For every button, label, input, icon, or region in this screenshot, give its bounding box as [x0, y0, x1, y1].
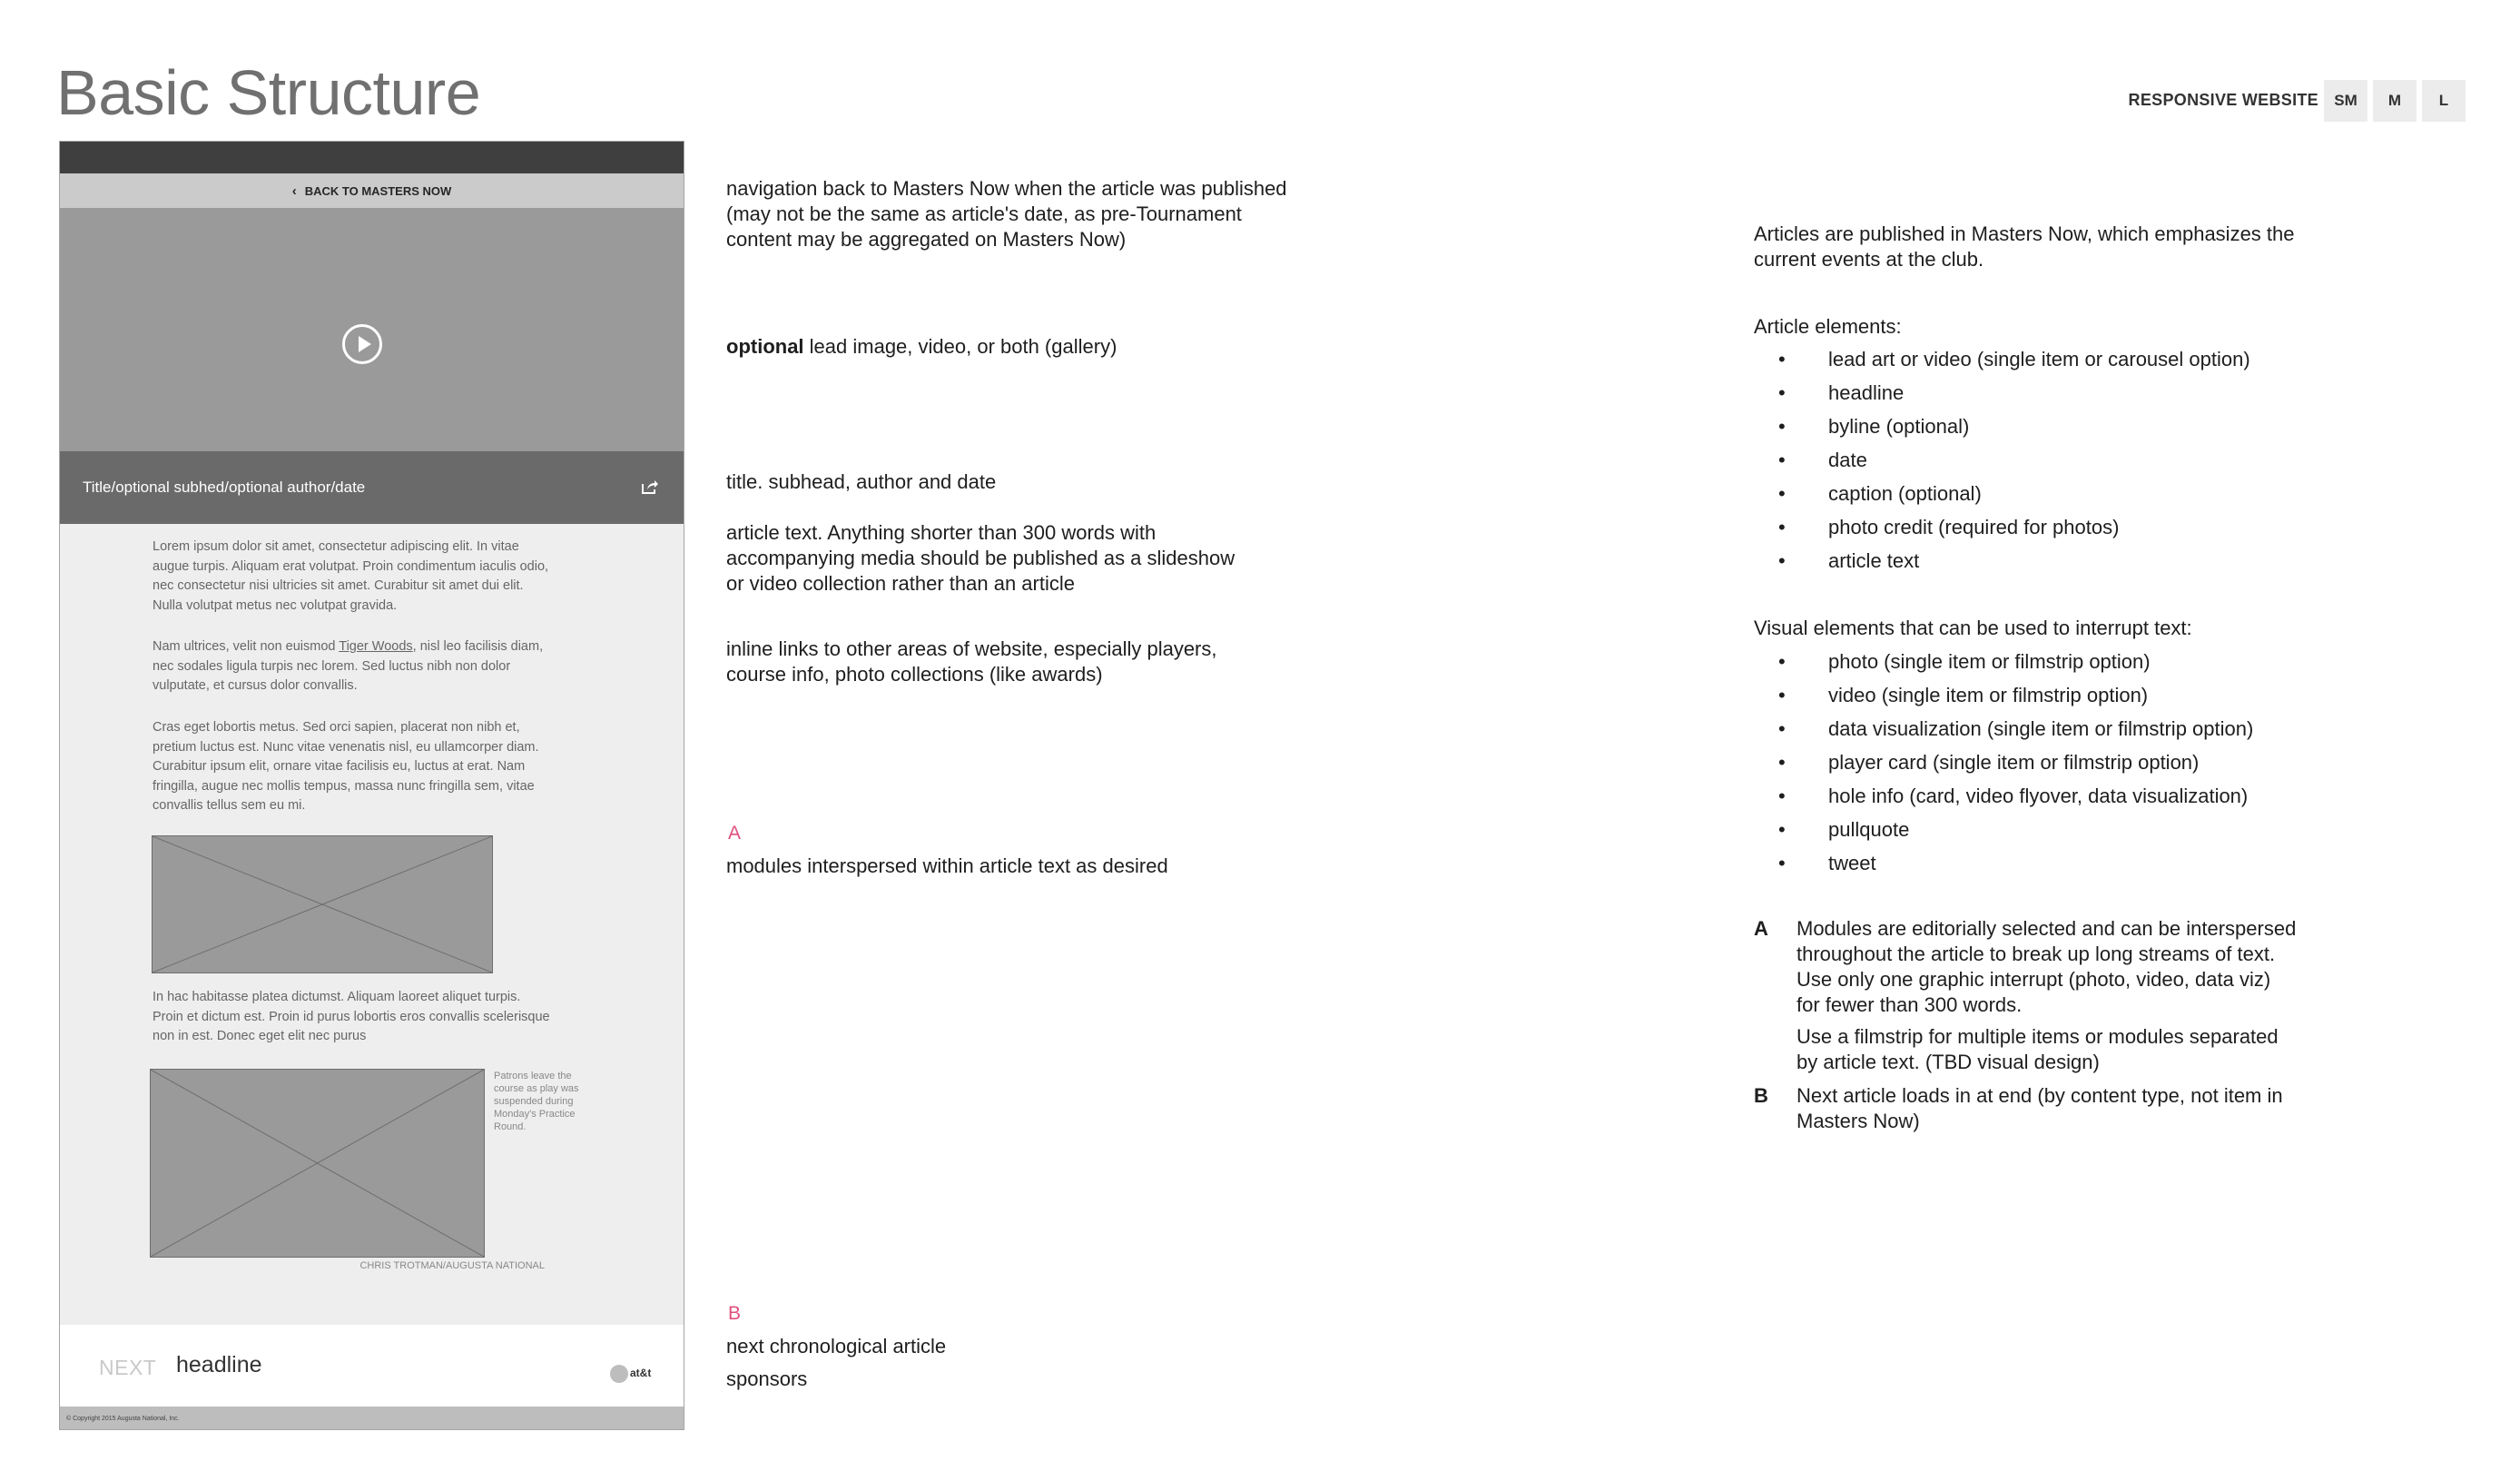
page-title: Basic Structure [56, 57, 481, 128]
list-item-text: player card (single item or filmstrip option) [1828, 751, 2200, 774]
note-line: course info, photo collections (like awards) [726, 663, 1103, 686]
bullet: • [1778, 650, 1786, 673]
note-line: content may be aggregated on Masters Now) [726, 228, 1127, 251]
size-m-button[interactable]: M [2373, 80, 2417, 122]
list-item [1754, 548, 2250, 582]
back-to-masters-now-link[interactable] [60, 173, 684, 208]
list-item-text: headline [1828, 381, 1905, 404]
note-line: Masters Now) [1796, 1110, 1920, 1132]
list-item [1754, 515, 2250, 548]
bullet: • [1778, 482, 1786, 505]
note-a [1754, 916, 2296, 1018]
share-icon[interactable] [641, 479, 659, 495]
note-navigation-back [726, 176, 1287, 252]
note-lead-media [726, 334, 1117, 360]
note-emphasis: optional [726, 335, 804, 358]
list-item [1754, 448, 2250, 481]
bullet: • [1778, 516, 1786, 538]
article-elements-list [1754, 347, 2250, 582]
intro-line: Articles are published in Masters Now, which emphasizes the [1754, 222, 2295, 245]
note-line: for fewer than 300 words. [1796, 993, 2023, 1016]
size-sm-button[interactable]: SM [2324, 80, 2367, 122]
note-line: by article text. (TBD visual design) [1796, 1051, 2100, 1073]
bullet: • [1778, 717, 1786, 740]
article-title-meta: Title/optional subhed/optional author/date [83, 479, 366, 496]
paragraph-text: , nisl leo facilisis diam, nec sodales ligula turpis nec lorem. Sed luctus nibh non dolor vulputate, et cursus dolor convallis. [153, 639, 544, 693]
list-item [1754, 716, 2253, 750]
size-l-button[interactable]: L [2422, 80, 2466, 122]
list-item-text: hole info (card, video flyover, data visualization) [1828, 785, 2249, 807]
article-title-bar [60, 451, 684, 524]
note-line: throughout the article to break up long streams of text. [1796, 943, 2276, 965]
sponsor-logo-icon [610, 1365, 628, 1383]
article-paragraph-1: Lorem ipsum dolor sit amet, consectetur adipiscing elit. In vitae augue turpis. Aliquam erat volutpat. Proin condimentum iaculis odio, nec consectetur nisi ultricies sit amet. Curabitur sit amet dui elit. Nulla volutpat metus nec volutpat gravida. [153, 539, 549, 613]
back-link-label: BACK TO MASTERS NOW [304, 183, 452, 198]
list-item-text: date [1828, 449, 1867, 471]
note-line: or video collection rather than an article [726, 572, 1075, 595]
bullet: • [1778, 381, 1786, 404]
article-paragraph-2 [153, 637, 552, 696]
bullet: • [1778, 751, 1786, 774]
note-next-article: next chronological article [726, 1335, 947, 1357]
note-sponsors: sponsors [726, 1367, 808, 1390]
article-paragraph-4: In hac habitasse platea dictumst. Aliquam laoreet aliquet turpis. Proin et dictum est. Proin id purus lobortis eros convallis scelerisque non in est. Donec eget elit nec purus [153, 990, 550, 1043]
sponsor-name: at&t [630, 1367, 652, 1379]
next-headline[interactable]: headline [176, 1352, 262, 1377]
note-b [1754, 1083, 2283, 1134]
note-line: Next article loads in at end (by content type, not item in [1796, 1084, 2283, 1107]
note-line: inline links to other areas of website, especially players, [726, 637, 1217, 660]
top-nav-bar [60, 142, 684, 173]
list-item [1754, 784, 2253, 817]
article-elements-heading: Article elements: [1754, 315, 1902, 338]
note-inline-links [726, 637, 1217, 687]
list-item-text: lead art or video (single item or carousel option) [1828, 348, 2250, 370]
bullet: • [1778, 818, 1786, 841]
list-item [1754, 481, 2250, 515]
article-paragraph-3: Cras eget lobortis metus. Sed orci sapien, placerat non nibh et, pretium luctus est. Nunc vitae venenatis nisl, eu ullamcorper diam. Curabitur ipsum elit, ornare vitae facilisis eu, luctus at erat. Nam fringilla, augue nec mollis tempus, massa nunc fringilla sem, vitae convallis tellus sem eu mi. [153, 720, 539, 813]
list-item-text: pullquote [1828, 818, 1910, 841]
note-a2-block [1754, 1024, 2279, 1075]
list-item-text: article text [1828, 549, 1920, 572]
bullet: • [1778, 684, 1786, 706]
bullet: • [1778, 449, 1786, 471]
note-title-meta: title. subhead, author and date [726, 470, 997, 493]
copyright-text: © Copyright 2015 Augusta National, Inc. [66, 1416, 180, 1422]
image-placeholder-icon [151, 1070, 484, 1257]
list-item [1754, 851, 2253, 884]
list-item-text: photo credit (required for photos) [1828, 516, 2120, 538]
note-b-block [1754, 1083, 2283, 1134]
note-a-key: A [1754, 917, 1768, 940]
note-line: Modules are editorially selected and can be interspersed [1796, 917, 2297, 940]
next-article-bar[interactable] [60, 1325, 684, 1407]
marker-a: A [728, 823, 742, 844]
image-placeholder-icon [153, 836, 492, 972]
note-a-block [1754, 916, 2296, 1018]
photo-credit: CHRIS TROTMAN/AUGUSTA NATIONAL [359, 1260, 545, 1271]
play-icon[interactable] [342, 324, 382, 364]
visual-elements-list [1754, 649, 2253, 884]
inline-photo-placeholder [150, 1069, 485, 1258]
note-line: accompanying media should be published as a slideshow [726, 547, 1235, 569]
note-b-key: B [1754, 1084, 1768, 1107]
note-line: lead image, video, or both (gallery) [803, 335, 1117, 358]
list-item [1754, 347, 2250, 380]
bullet: • [1778, 785, 1786, 807]
list-item-text: byline (optional) [1828, 415, 1970, 438]
inline-player-link[interactable]: Tiger Woods [339, 639, 413, 654]
list-item-text: tweet [1828, 852, 1876, 874]
note-line: navigation back to Masters Now when the article was published [726, 177, 1287, 200]
next-label: NEXT [99, 1356, 157, 1379]
list-item [1754, 649, 2253, 683]
bullet: • [1778, 549, 1786, 572]
list-item [1754, 683, 2253, 716]
bullet: • [1778, 348, 1786, 370]
bullet: • [1778, 852, 1786, 874]
article-wireframe [59, 141, 684, 1430]
bullet: • [1778, 415, 1786, 438]
list-item [1754, 750, 2253, 784]
note-line: (may not be the same as article's date, as pre-Tournament [726, 202, 1242, 225]
list-item-text: video (single item or filmstrip option) [1828, 684, 2149, 706]
list-item [1754, 817, 2253, 851]
responsive-website-label: RESPONSIVE WEBSITE [2128, 91, 2318, 109]
note-line: article text. Anything shorter than 300 words with [726, 521, 1157, 544]
intro-line: current events at the club. [1754, 248, 1984, 271]
footer [60, 1407, 684, 1430]
list-item [1754, 380, 2250, 414]
visual-elements-heading: Visual elements that can be used to interrupt text: [1754, 617, 2192, 639]
chevron-left-icon: ‹ [291, 183, 297, 199]
intro-text [1754, 222, 2295, 272]
list-item-text: caption (optional) [1828, 482, 1982, 505]
list-item-text: data visualization (single item or filmstrip option) [1828, 717, 2254, 740]
list-item [1754, 414, 2250, 448]
note-article-text [726, 520, 1235, 597]
inline-module-placeholder [152, 835, 493, 973]
note-line: Use a filmstrip for multiple items or modules separated [1796, 1025, 2279, 1048]
note-a2 [1754, 1024, 2279, 1075]
photo-caption: Patrons leave the course as play was suspended during Monday's Practice Round. [494, 1071, 579, 1132]
note-modules: modules interspersed within article text as desired [726, 854, 1168, 877]
list-item-text: photo (single item or filmstrip option) [1828, 650, 2151, 673]
marker-b: B [728, 1303, 742, 1324]
paragraph-text: Nam ultrices, velit non euismod [153, 639, 340, 654]
note-line: Use only one graphic interrupt (photo, video, data viz) [1796, 968, 2271, 991]
